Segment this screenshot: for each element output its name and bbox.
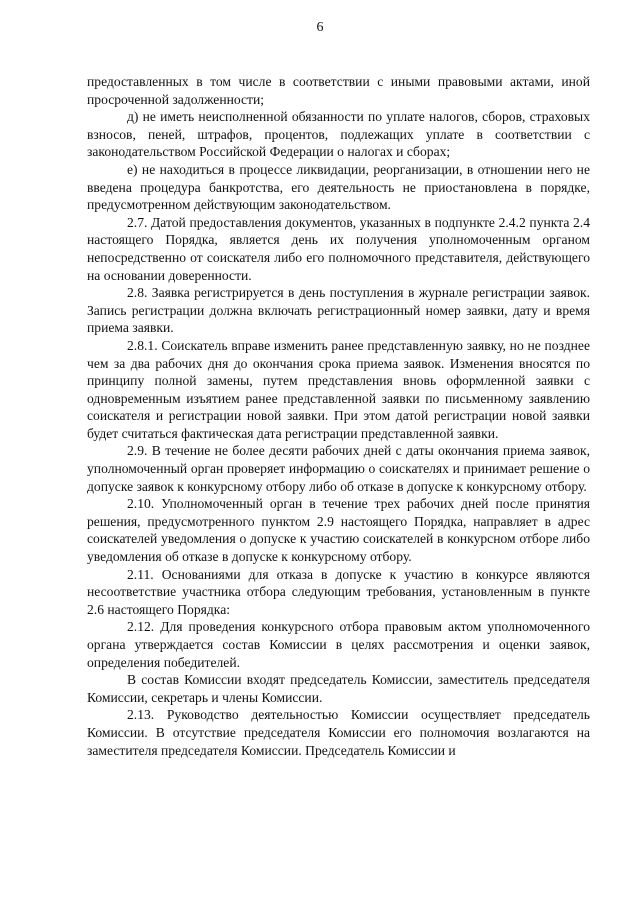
paragraph-commission-composition: В состав Комиссии входят председатель Комиссии, заместитель председателя Комиссии, секретарь и члены Комиссии. bbox=[87, 672, 590, 705]
paragraph-2-10: 2.10. Уполномоченный орган в течение трех рабочих дней после принятия решения, предусмотренного пунктом 2.9 настоящего Порядка, направляет в адрес соискателей уведомления о допуске к участию соискателей в конкурсном отборе либо уведомления об отказе в допуске к конкурсному отбору. bbox=[87, 496, 590, 565]
paragraph-continuation: предоставленных в том числе в соответствии с иными правовыми актами, иной просроченной задолженности; bbox=[87, 74, 590, 107]
page-number: 6 bbox=[316, 20, 324, 35]
paragraph-item-d: д) не иметь неисполненной обязанности по уплате налогов, сборов, страховых взносов, пеней, штрафов, процентов, подлежащих уплате в соответствии с законодательством Российской Федерации о налогах и сборах; bbox=[87, 109, 590, 160]
paragraph-2-8: 2.8. Заявка регистрируется в день поступления в журнале регистрации заявок. Запись регистрации должна включать регистрационный номер заявки, дату и время приема заявки. bbox=[87, 285, 590, 336]
paragraph-2-13: 2.13. Руководство деятельностью Комиссии осуществляет председатель Комиссии. В отсутствие председателя Комиссии его полномочия возлагаются на заместителя председателя Комиссии. Председатель Комиссии и bbox=[87, 707, 590, 758]
paragraph-2-7: 2.7. Датой предоставления документов, указанных в подпункте 2.4.2 пункта 2.4 настоящего Порядка, является день их получения уполномоченным органом непосредственно от соискателя либо его полномочного представителя, действующего на основании доверенности. bbox=[87, 214, 590, 283]
paragraph-2-8-1: 2.8.1. Соискатель вправе изменить ранее представленную заявку, но не позднее чем за два рабочих дня до окончания срока приема заявок. Изменения вносятся по принципу полной замены, путем представления вновь оформленной заявки с одновременным изъятием ранее представленной заявки по письменному заявлению соискателя и регистрации новой заявки. При этом датой регистрации новой заявки будет считаться фактическая дата регистрации представленной заявки. bbox=[87, 337, 590, 441]
paragraph-item-e: е) не находиться в процессе ликвидации, реорганизации, в отношении него не введена процедура банкротства, его деятельность не приостановлена в порядке, предусмотренном действующим законодательством. bbox=[87, 161, 590, 213]
paragraph-2-9: 2.9. В течение не более десяти рабочих дней с даты окончания приема заявок, уполномоченный орган проверяет информацию о соискателях и принимает решение о допуске заявок к конкурсному отбору либо об отказе в допуске к конкурсному отбору. bbox=[87, 443, 590, 494]
document-body bbox=[87, 73, 590, 759]
paragraph-2-12: 2.12. Для проведения конкурсного отбора правовым актом уполномоченного органа утверждается состав Комиссии в целях рассмотрения и оценки заявок, определения победителей. bbox=[87, 619, 590, 670]
paragraph-2-11: 2.11. Основаниями для отказа в допуске к участию в конкурсе являются несоответствие участника отбора следующим требования, установленным в пункте 2.6 настоящего Порядка: bbox=[87, 566, 590, 617]
